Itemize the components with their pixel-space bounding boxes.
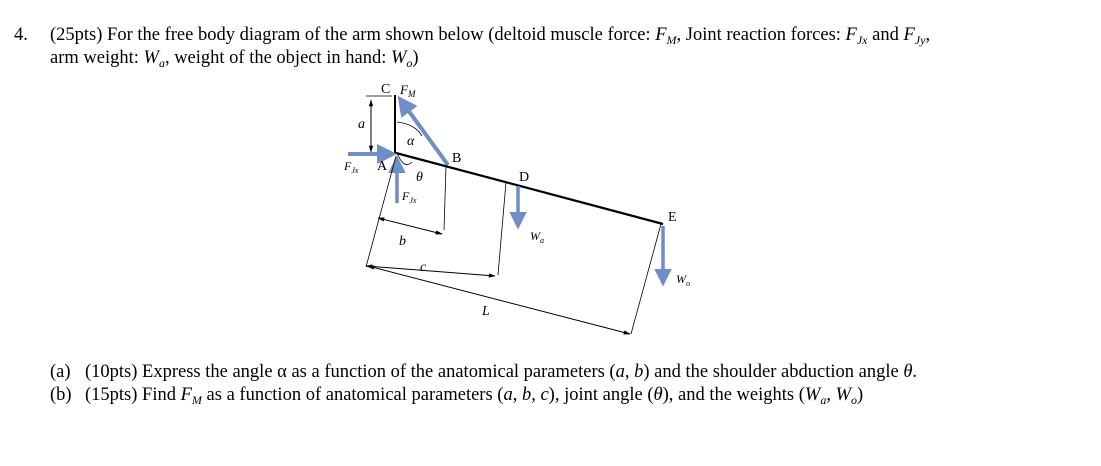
label-e-point: E — [668, 210, 677, 225]
symbol-b: b — [521, 385, 532, 405]
label-c-dim: c — [420, 260, 427, 275]
problem-number: 4. — [14, 25, 28, 45]
part-a-text: Express the angle α as a function of the anatomical parameters ( — [142, 362, 616, 382]
close-paren: ) — [856, 385, 864, 405]
part-a-points: (10pts) — [85, 362, 138, 382]
symbol-theta: θ — [903, 362, 913, 382]
part-a-text-2: ) and the shoulder abduction angle — [643, 362, 899, 382]
label-b-point: B — [452, 151, 462, 166]
arm-weight-text: arm weight: — [50, 48, 139, 68]
symbol-fm-b: $F_M$ — [180, 385, 202, 407]
question-part-a — [50, 361, 917, 383]
symbol-wo-b: $W_o$ — [835, 385, 857, 407]
label-l: L — [482, 304, 490, 319]
label-c: C — [381, 82, 391, 97]
label-d-point: D — [519, 170, 530, 185]
question-part-b: (b) (15pts) Find $F_M$ as a function of anatomical parameters (a, b, c), joint angle (θ), and the weights ($W_a$, $W_o$) — [50, 385, 864, 407]
free-body-diagram — [330, 78, 700, 328]
problem-points: (25pts) — [50, 25, 103, 45]
e-drop-line — [631, 224, 661, 334]
joint-text: , Joint reaction forces: — [676, 25, 841, 45]
label-alpha: α — [407, 134, 415, 149]
object-weight-text: , weight of the object in hand: — [164, 48, 387, 68]
part-a-tag: (a) — [50, 362, 71, 382]
symbol-fm: $F_M$ — [655, 25, 677, 47]
label-fjy-below: $F_{Jx}$ — [402, 189, 417, 205]
comma: , — [925, 25, 931, 45]
problem-statement-line-1 — [14, 24, 930, 46]
symbol-c: c — [540, 385, 549, 405]
symbol-a: a — [503, 385, 513, 405]
symbol-wa: $W_a$ — [143, 48, 165, 70]
label-fjx: $F_{Jx}$ — [344, 159, 359, 175]
symbol-theta: θ — [653, 385, 663, 405]
label-theta: θ — [416, 170, 423, 185]
symbol-wo: $W_o$ — [391, 48, 413, 70]
symbol-a: a — [615, 362, 625, 382]
problem-intro: For the free body diagram of the arm shown below (deltoid muscle force: — [107, 25, 651, 45]
comma: , — [624, 362, 630, 382]
label-wa: $W_a$ — [530, 229, 544, 245]
part-b-tag: (b) — [50, 385, 72, 405]
b-drop-line — [444, 166, 446, 230]
part-b-text: Find — [142, 385, 176, 405]
part-b-text-3: ), joint angle ( — [548, 385, 654, 405]
symbol-fjy: $F_{Jy}$ — [903, 25, 926, 47]
dimension-b-line — [378, 218, 442, 234]
label-wo: $W_o$ — [676, 272, 690, 288]
symbol-wa-b: $W_a$ — [804, 385, 827, 407]
problem-statement-line-2 — [50, 47, 419, 69]
period: . — [912, 362, 918, 382]
label-a: a — [358, 117, 365, 132]
and-text: and — [872, 25, 899, 45]
label-joint-a: A — [377, 159, 388, 174]
arm-line — [396, 153, 663, 224]
label-fm: $F_M$ — [400, 82, 416, 99]
label-b: b — [399, 234, 406, 249]
symbol-b: b — [634, 362, 644, 382]
part-b-points: (15pts) — [85, 385, 138, 405]
part-b-text-4: ), and the weights ( — [662, 385, 805, 405]
symbol-fjx: $F_{Jx}$ — [845, 25, 868, 47]
part-b-text-2: as a function of anatomical parameters ( — [206, 385, 504, 405]
close-paren: ) — [412, 48, 419, 68]
d-drop-line — [498, 182, 506, 275]
dimension-l-line — [368, 266, 630, 334]
